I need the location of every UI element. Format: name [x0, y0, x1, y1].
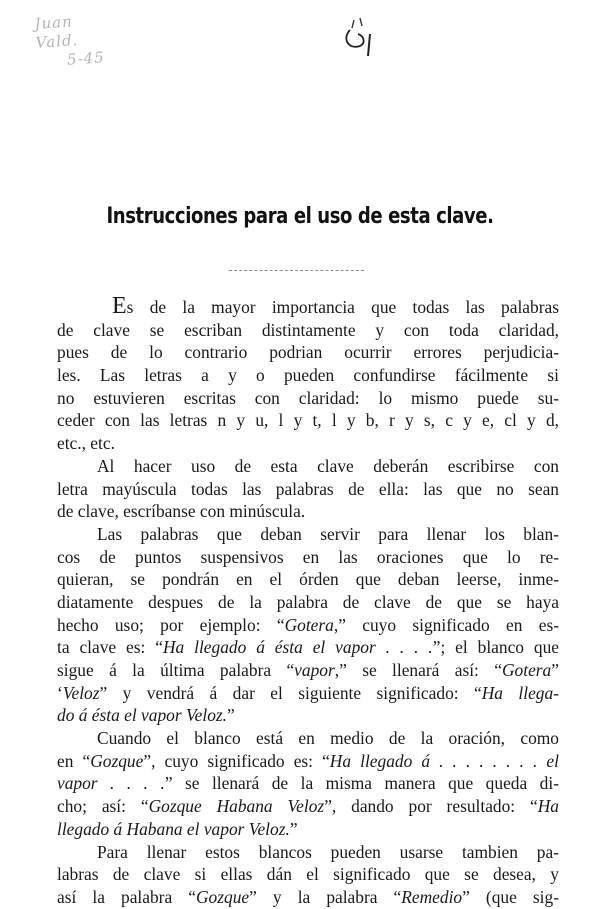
text-line: labras de clave si ellas dán el significado que se desea, y [57, 864, 559, 885]
text-line: llegado á Habana el vapor Veloz.” [57, 818, 298, 839]
text-line: en “Gozque”, cuyo significado es: “Ha llegado á . . . . . . . . el [57, 750, 559, 771]
ink-mark-graphic [330, 16, 390, 62]
text-line: así la palabra “Gozque” y la palabra “Remedio” (que sig- [57, 886, 559, 907]
text-line: Al hacer uso de esta clave deberán escribirse con [97, 455, 559, 476]
pencil-annotation [34, 5, 178, 81]
page-title: Instrucciones para el uso de esta clave. [106, 204, 494, 229]
text-line: Las palabras que deban servir para llenar los blan- [97, 523, 559, 544]
text-line: pues de lo contrario podrian ocurrir errores perjudicia- [57, 342, 559, 363]
text-line: Es de la mayor importancia que todas las palabras [112, 296, 559, 319]
title-divider [229, 270, 364, 271]
text-line: cos de puntos suspensivos en las oraciones que lo re- [57, 546, 559, 567]
text-line: quieran, se pondrán en el órden que deban leerse, inme- [57, 569, 559, 590]
body-text [57, 296, 559, 909]
pencil-note-3: 5-45 [66, 48, 106, 69]
text-line: Cuando el blanco está en medio de la oración, como [97, 728, 559, 749]
text-line: ‘Veloz” y vendrá á dar el siguiente significado: “Ha llega- [57, 682, 559, 703]
text-line: etc., etc. [57, 433, 115, 454]
text-line: cho; así: “Gozque Habana Veloz”, dando por resultado: “Ha [57, 796, 559, 817]
pencil-note-2: Vald. [35, 30, 79, 52]
text-line: hecho uso; por ejemplo: “Gotera,” cuyo significado en es- [57, 614, 559, 635]
text-line: vapor . . . .” se llenará de la misma manera que queda di- [57, 773, 559, 794]
text-line: sigue á la última palabra “vapor,” se llenará así: “Gotera” [57, 660, 559, 680]
text-line: no estuvieren escritas con claridad: lo mismo puede su- [57, 387, 559, 408]
text-line: Para llenar estos blancos pueden usarse tambien pa- [97, 841, 559, 862]
text-line: ta clave es: “Ha llegado á ésta el vapor . . . .”; el blanco que [57, 637, 559, 658]
text-line: letra mayúscula todas las palabras de ella: las que no sean [57, 478, 559, 499]
text-line: les. Las letras a y o pueden confundirse fácilmente si [57, 365, 559, 386]
pencil-note-1: Juan [33, 12, 74, 33]
text-line: do á ésta el vapor Veloz.” [57, 705, 235, 726]
text-line: de clave se escriban distintamente y con toda claridad, [57, 319, 559, 340]
text-line: de clave, escríbanse con minúscula. [57, 501, 306, 522]
text-line: diatamente despues de la palabra de clave de que se haya [57, 591, 559, 612]
text-line: ceder con las letras n y u, l y t, l y b, r y s, c y e, cl y d, [57, 410, 559, 431]
